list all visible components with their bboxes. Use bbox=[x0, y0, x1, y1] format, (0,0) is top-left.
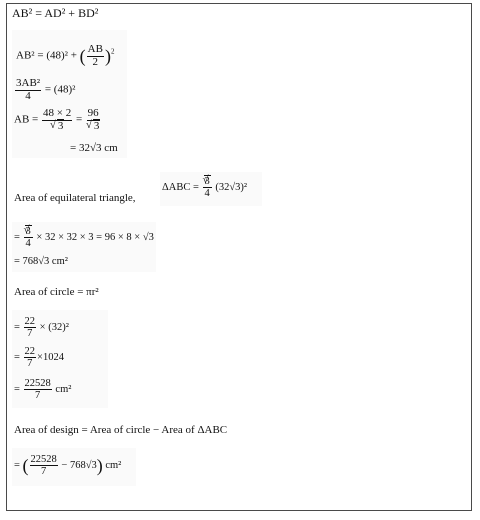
area-triangle-formula: ΔABC = √ $\frac{3}{4}$ (32√3)² bbox=[162, 176, 247, 199]
triangle-calculation: = √ $\frac{3}{4}$ × 32 × 32 × 3 = 96 × 8 × √3 bbox=[14, 226, 154, 249]
circle-result: = $\frac{22528}{7}$ cm² bbox=[14, 378, 72, 402]
area-design-label: Area of design = Area of circle − Area of ΔABC bbox=[14, 424, 228, 436]
equation-ab-square: AB² = (48)² + ( $\frac{AB}{2}$ )$^2$ bbox=[16, 43, 115, 68]
circle-calc-2: = $\frac{22}{7}$ ×1024 bbox=[14, 346, 64, 370]
design-result: = ( $\frac{22528}{7}$ − 768√3) cm² bbox=[14, 454, 122, 478]
equation-ab-result: = 32√3 cm bbox=[70, 142, 118, 154]
equation-ab-value: AB = 48 × 2 √ 3 = 96 √ 3 bbox=[14, 108, 101, 132]
circle-calc-1: = $\frac{22}{7}$ × (32)² bbox=[14, 316, 69, 340]
triangle-result: = 768√3 cm² bbox=[14, 256, 68, 267]
area-circle-label: Area of circle = πr² bbox=[14, 286, 99, 298]
equation-pythagoras: AB² = AD² + BD² bbox=[12, 6, 99, 20]
area-triangle-label: Area of equilateral triangle, bbox=[14, 192, 136, 204]
equation-3ab-square: $\frac{\text{3AB²}}{4}$ = (48)² bbox=[16, 77, 76, 102]
